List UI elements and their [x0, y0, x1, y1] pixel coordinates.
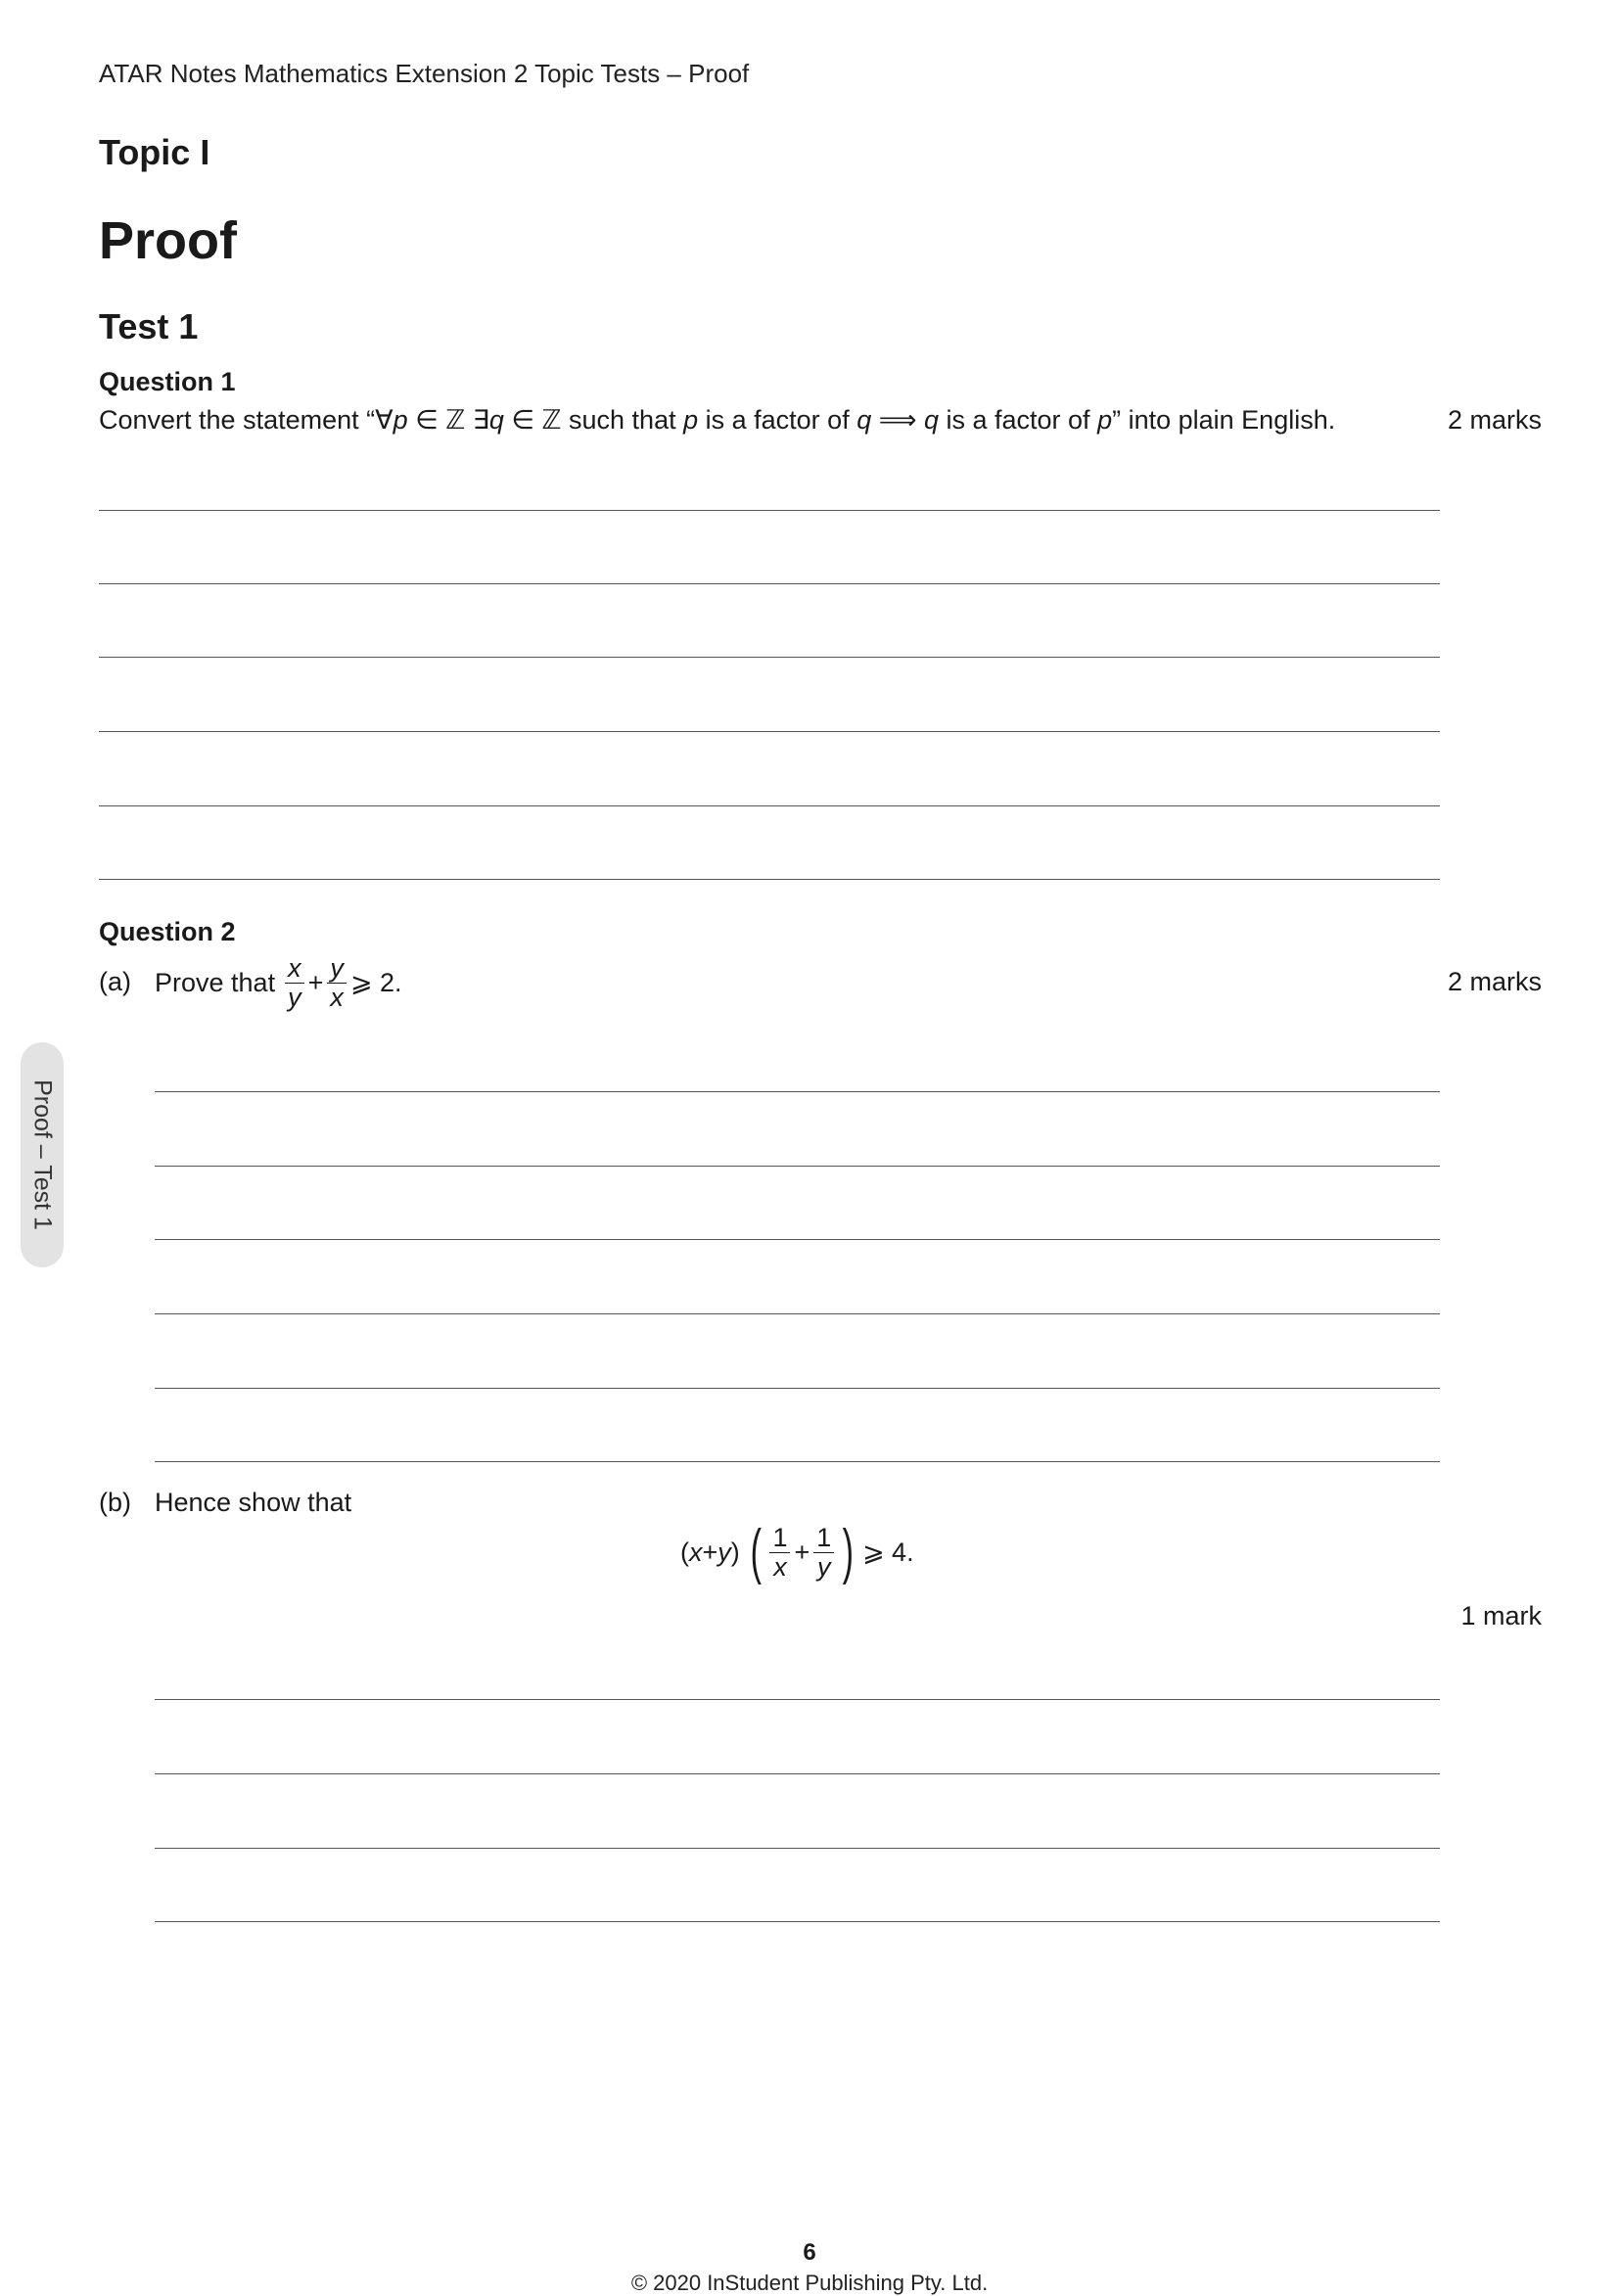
test-title: Test 1	[99, 306, 199, 346]
answer-line[interactable]	[99, 805, 1440, 806]
q1-in2: ∈ ℤ such that	[503, 405, 684, 435]
q1-text-end: ” into plain English.	[1112, 405, 1336, 435]
q1-var-q2: q	[856, 405, 872, 435]
answer-line[interactable]	[155, 1921, 1440, 1922]
answer-line[interactable]	[99, 657, 1440, 658]
answer-line[interactable]	[155, 1313, 1440, 1314]
part-b-marks: 1 mark	[1460, 1601, 1542, 1630]
answer-line[interactable]	[155, 1239, 1440, 1240]
frac-numerator: 1	[813, 1524, 834, 1552]
question-2-heading: Question 2	[99, 917, 236, 946]
frac-denominator: y	[288, 982, 301, 1012]
frac-numerator: 1	[769, 1524, 790, 1552]
part-b-label: (b)	[99, 1488, 131, 1517]
q1-var-p3: p	[1097, 405, 1113, 435]
frac-denominator: y	[817, 1551, 831, 1582]
q1-factor-of: is a factor of	[698, 405, 857, 435]
plus-sign: +	[702, 1537, 718, 1567]
page-number: 6	[803, 2239, 816, 2266]
frac-denominator: x	[773, 1551, 787, 1582]
frac-denominator: x	[330, 982, 344, 1012]
running-header: ATAR Notes Mathematics Extension 2 Topic Tests – Proof	[99, 59, 750, 88]
fraction-one-over-x	[769, 1524, 790, 1581]
q1-factor-of2: is a factor of	[938, 405, 1098, 435]
q1-var-p2: p	[683, 405, 699, 435]
var-y: y	[717, 1537, 731, 1567]
answer-line[interactable]	[99, 879, 1440, 880]
part-a-relation: ⩾ 2.	[349, 967, 402, 997]
question-1-heading: Question 1	[99, 367, 236, 396]
side-section-tab	[21, 1042, 64, 1267]
answer-line[interactable]	[155, 1848, 1440, 1849]
var-x: x	[689, 1537, 703, 1567]
question-1-marks: 2 marks	[1447, 405, 1542, 435]
plus-sign: +	[794, 1537, 810, 1567]
part-a-label: (a)	[99, 967, 131, 996]
plus-sign: +	[307, 967, 324, 997]
answer-line[interactable]	[155, 1091, 1440, 1092]
side-tab-label: Proof – Test 1	[28, 1079, 57, 1230]
answer-line[interactable]	[155, 1388, 1440, 1389]
answer-line[interactable]	[155, 1461, 1440, 1462]
paren-open: (	[680, 1537, 689, 1567]
part-a-fraction-y-over-x	[327, 954, 347, 1011]
fraction-one-over-y	[813, 1524, 834, 1581]
part-a-fraction-x-over-y	[285, 954, 304, 1011]
q1-var-q3: q	[923, 405, 939, 435]
answer-line[interactable]	[155, 1773, 1440, 1774]
frac-numerator: y	[327, 954, 347, 983]
copyright-notice: © 2020 InStudent Publishing Pty. Ltd.	[630, 2271, 989, 2295]
topic-title: Proof	[99, 211, 237, 270]
big-paren-open: (	[750, 1518, 762, 1585]
part-b-text: Hence show that	[155, 1488, 352, 1517]
answer-line[interactable]	[155, 1699, 1440, 1700]
part-a-text: Prove that	[155, 967, 276, 997]
paren-close: )	[730, 1537, 740, 1567]
q1-forall: ∀	[375, 405, 393, 435]
q1-var-p: p	[393, 405, 408, 435]
part-b-relation: ⩾ 4.	[861, 1537, 914, 1567]
frac-numerator: x	[285, 954, 304, 983]
answer-line[interactable]	[155, 1166, 1440, 1167]
q1-implies: ⟹	[871, 405, 924, 435]
part-a-statement	[155, 945, 402, 1020]
part-a-marks: 2 marks	[1447, 967, 1542, 996]
answer-line[interactable]	[99, 510, 1440, 511]
answer-line[interactable]	[99, 731, 1440, 732]
question-1-text	[99, 405, 1335, 436]
big-paren-close: )	[842, 1518, 855, 1585]
part-b-expression	[680, 1513, 914, 1591]
q1-in1: ∈ ℤ ∃	[407, 405, 489, 435]
q1-var-q: q	[488, 405, 504, 435]
q1-text-start: Convert the statement “	[99, 405, 376, 435]
answer-line[interactable]	[99, 583, 1440, 584]
topic-label: Topic I	[99, 132, 210, 172]
